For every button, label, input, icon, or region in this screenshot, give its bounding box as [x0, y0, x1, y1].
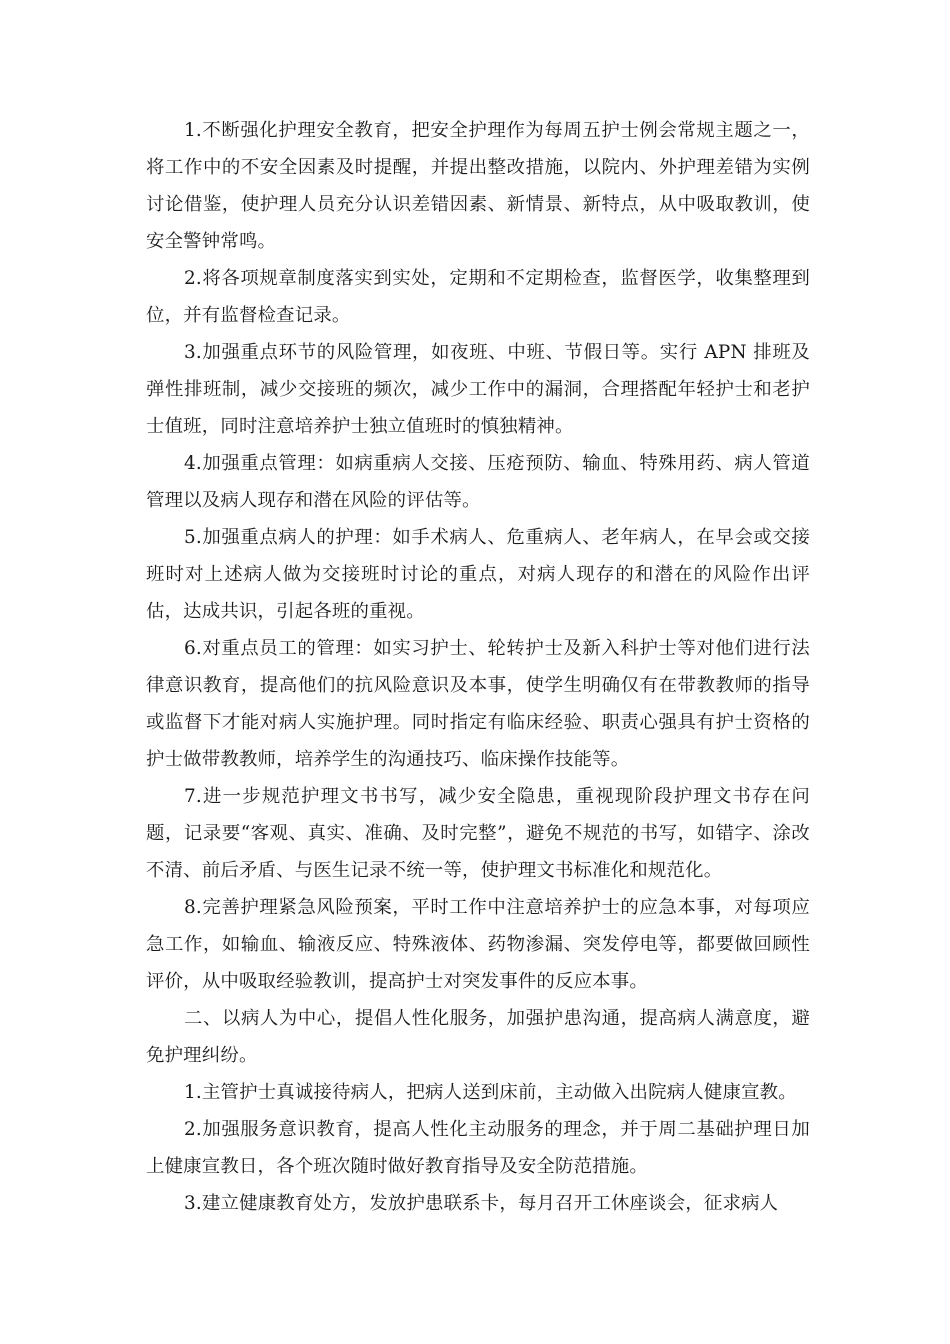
paragraph-reception: 1.主管护士真诚接待病人，把病人送到床前，主动做入出院病人健康宣教。 — [184, 1082, 797, 1103]
paragraph-rules-implementation: 2.将各项规章制度落实到实处，定期和不定期检查，监督医学，收集整理到位，并有监督检查记录。 — [146, 268, 810, 326]
section-heading-patient-centered: 二、以病人为中心，提倡人性化服务，加强护患沟通，提高病人满意度，避免护理纠纷。 — [146, 1008, 810, 1066]
paragraph-key-patient-care: 5.加强重点病人的护理：如手术病人、危重病人、老年病人，在早会或交接班时对上述病人做为交接班时讨论的重点，对病人现存的和潜在的风险作出评估，达成共识，引起各班的重视。 — [146, 527, 810, 622]
paragraph-safety-education: 1.不断强化护理安全教育，把安全护理作为每周五护士例会常规主题之一，将工作中的不安全因素及时提醒，并提出整改措施，以院内、外护理差错为实例讨论借鉴，使护理人员充分认识差错因素、新情景、新特点，从中吸取教训，使安全警钟常鸣。 — [146, 120, 810, 252]
document-page — [146, 112, 810, 1222]
paragraph-emergency-plan: 8.完善护理紧急风险预案，平时工作中注意培养护士的应急本事，对每项应急工作，如输血、输液反应、特殊液体、药物渗漏、突发停电等，都要做回顾性评价，从中吸取经验教训，提高护士对突发事件的反应本事。 — [146, 897, 810, 992]
paragraph-key-shift-risk: 3.加强重点环节的风险管理，如夜班、中班、节假日等。实行 APN 排班及弹性排班制，减少交接班的频次，减少工作中的漏洞，合理搭配年轻护士和老护士值班，同时注意培养护士独立值班时的慎独精神。 — [146, 342, 810, 437]
paragraph-key-management: 4.加强重点管理：如病重病人交接、压疮预防、输血、特殊用药、病人管道管理以及病人现存和潜在风险的评估等。 — [146, 453, 810, 511]
paragraph-nursing-documents: 7.进一步规范护理文书书写，减少安全隐患，重视现阶段护理文书存在问题，记录要“客观、真实、准确、及时完整”，避免不规范的书写，如错字、涂改不清、前后矛盾、与医生记录不统一等，使护理文书标准化和规范化。 — [146, 786, 810, 881]
paragraph-service-awareness: 2.加强服务意识教育，提高人性化主动服务的理念，并于周二基础护理日加上健康宣教日，各个班次随时做好教育指导及安全防范措施。 — [146, 1119, 810, 1177]
paragraph-key-staff: 6.对重点员工的管理：如实习护士、轮转护士及新入科护士等对他们进行法律意识教育，提高他们的抗风险意识及本事，使学生明确仅有在带教教师的指导或监督下才能对病人实施护理。同时指定有临床经验、职责心强具有护士资格的护士做带教教师，培养学生的沟通技巧、临床操作技能等。 — [146, 638, 810, 770]
paragraph-health-education: 3.建立健康教育处方，发放护患联系卡，每月召开工休座谈会，征求病人 — [184, 1193, 779, 1214]
